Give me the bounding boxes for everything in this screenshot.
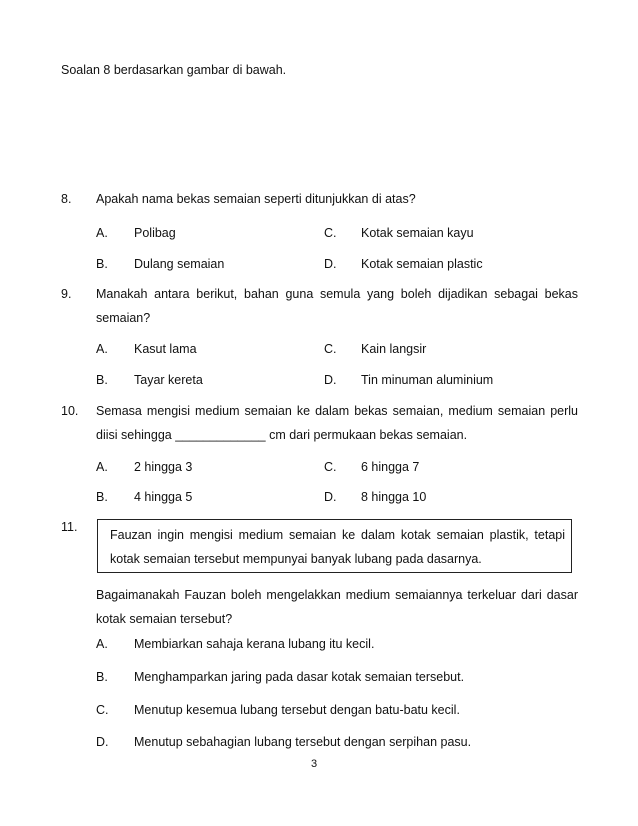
q8-option-d-text: Kotak semaian plastic (361, 257, 483, 271)
question-8-stem: Apakah nama bekas semaian seperti ditunjukkan di atas? (96, 192, 416, 206)
question-9-stem: Manakah antara berikut, bahan guna semula yang boleh dijadikan sebagai bekas semaian? (96, 287, 578, 325)
question-9-number: 9. (61, 287, 72, 301)
q10-option-a-letter: A. (96, 460, 108, 474)
q10-option-b-letter: B. (96, 490, 108, 504)
question-10-stem: Semasa mengisi medium semaian ke dalam bekas semaian, medium semaian perlu diisi sehingga _____________ cm dari permukaan bekas semaian. (96, 404, 578, 442)
q8-option-c-letter: C. (324, 226, 337, 240)
q8-option-d-letter: D. (324, 257, 337, 271)
q11-option-d-text: Menutup sebahagian lubang tersebut dengan serpihan pasu. (134, 735, 472, 749)
question-10-number: 10. (61, 404, 79, 418)
intro-text: Soalan 8 berdasarkan gambar di bawah. (61, 63, 287, 77)
q11-option-b-text: Menghamparkan jaring pada dasar kotak semaian tersebut. (134, 670, 465, 684)
q8-option-c-text: Kotak semaian kayu (361, 226, 474, 240)
q10-option-d-text: 8 hingga 10 (361, 490, 427, 504)
page-number: 3 (311, 758, 318, 770)
q9-option-c-letter: C. (324, 342, 337, 356)
q9-option-c-text: Kain langsir (361, 342, 427, 356)
q8-option-b-letter: B. (96, 257, 108, 271)
q9-option-b-letter: B. (96, 373, 108, 387)
question-11-stem: Bagaimanakah Fauzan boleh mengelakkan medium semaiannya terkeluar dari dasar kotak semaian tersebut? (96, 588, 578, 626)
q11-option-b-letter: B. (96, 670, 108, 684)
scenario-box-text: Fauzan ingin mengisi medium semaian ke dalam kotak semaian plastik, tetapi kotak semaian tersebut mempunyai banyak lubang pada dasarnya. (110, 528, 565, 566)
q9-option-d-text: Tin minuman aluminium (361, 373, 494, 387)
q10-option-b-text: 4 hingga 5 (134, 490, 193, 504)
q11-option-c-letter: C. (96, 703, 109, 717)
q9-option-d-letter: D. (324, 373, 337, 387)
q9-option-a-text: Kasut lama (134, 342, 197, 356)
q11-option-a-letter: A. (96, 637, 108, 651)
q9-option-b-text: Tayar kereta (134, 373, 203, 387)
q11-option-d-letter: D. (96, 735, 109, 749)
q9-option-a-letter: A. (96, 342, 108, 356)
question-11-number: 11. (61, 520, 78, 534)
q8-option-a-text: Polibag (134, 226, 176, 240)
q10-option-d-letter: D. (324, 490, 337, 504)
question-8-number: 8. (61, 192, 72, 206)
q11-option-a-text: Membiarkan sahaja kerana lubang itu kecil. (134, 637, 375, 651)
q8-option-a-letter: A. (96, 226, 108, 240)
q10-option-c-letter: C. (324, 460, 337, 474)
q10-option-a-text: 2 hingga 3 (134, 460, 193, 474)
q10-option-c-text: 6 hingga 7 (361, 460, 420, 474)
q8-option-b-text: Dulang semaian (134, 257, 225, 271)
q11-option-c-text: Menutup kesemua lubang tersebut dengan batu-batu kecil. (134, 703, 460, 717)
